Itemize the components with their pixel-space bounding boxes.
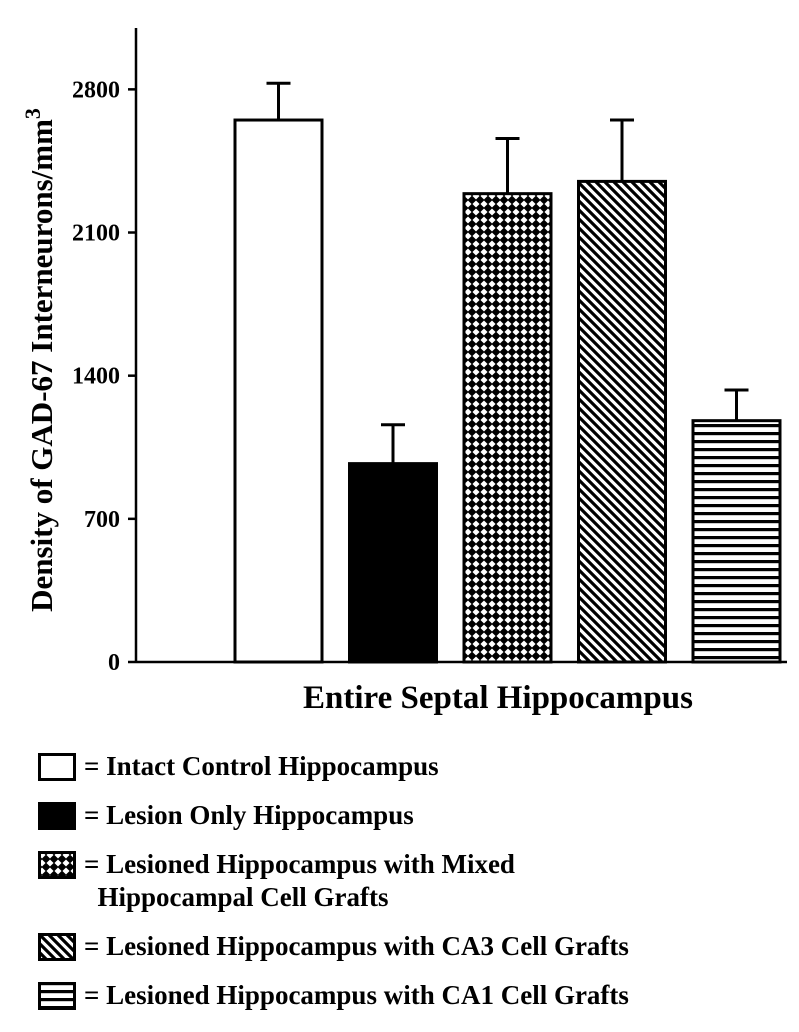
y-tick-label: 0 <box>108 650 120 676</box>
legend-swatch-crosshatch <box>38 851 76 879</box>
legend-item <box>38 750 793 783</box>
legend-label: = Intact Control Hippocampus <box>84 751 439 781</box>
legend-swatch-diagonal <box>38 933 76 961</box>
legend-item <box>38 979 793 1012</box>
bar-crosshatch <box>464 194 551 662</box>
legend-swatch-horizontal <box>38 982 76 1010</box>
y-tick-label: 700 <box>84 506 120 533</box>
y-tick-label: 2800 <box>72 77 120 104</box>
legend-label: = Lesion Only Hippocampus <box>84 800 414 830</box>
bar-diagonal <box>579 181 666 662</box>
x-axis-label: Entire Septal Hippocampus <box>303 680 693 716</box>
bar-horizontal <box>693 421 780 662</box>
legend-item <box>38 799 793 832</box>
bar-white <box>235 120 322 662</box>
legend-label: = Lesioned Hippocampus with CA1 Cell Grafts <box>84 980 629 1010</box>
legend-item <box>38 930 793 963</box>
y-axis-label-superscript: 3 <box>20 108 45 120</box>
y-axis-label: Density of GAD-67 Interneurons/$mm^3$ <box>20 108 59 612</box>
y-tick-label: 2100 <box>72 220 120 247</box>
legend-swatch-black <box>38 802 76 830</box>
y-tick-label: 1400 <box>72 363 120 390</box>
bar-black <box>350 464 437 662</box>
legend-swatch-white <box>38 753 76 781</box>
legend-label: = Lesioned Hippocampus with Mixed Hippocampal Cell Grafts <box>84 849 515 912</box>
legend-item <box>38 848 793 914</box>
legend-label: = Lesioned Hippocampus with CA3 Cell Grafts <box>84 931 629 961</box>
legend <box>38 750 793 1028</box>
